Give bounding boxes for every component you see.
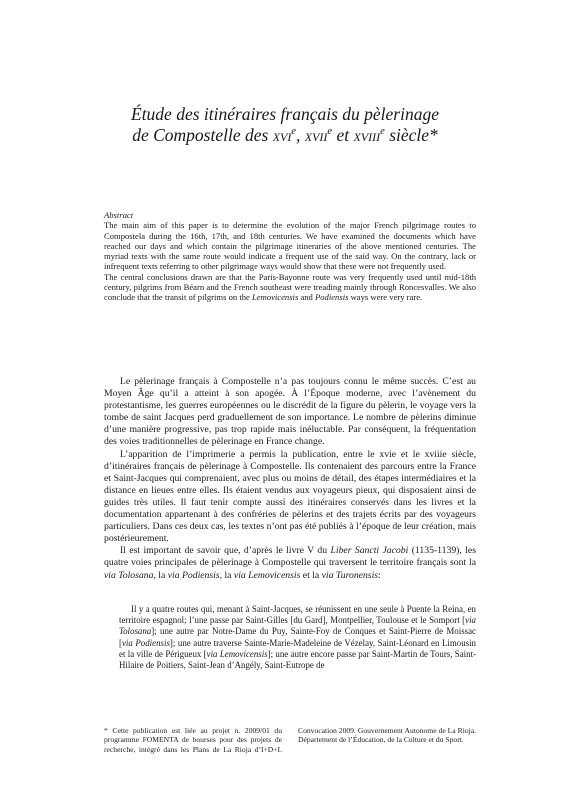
body-paragraph-2: L’apparition de l’imprimerie a permis la publication, entre le xvie et le xviiie siècle, d’itinéraires français de pèlerinage à Compostelle. Ils contenaient des parcours entre la France et Saint-Jacques qui comprenaient, avec plus ou moins de détail, des étapes intermédiaires et la distance en lieues entre elles. Ils étaient vendus aux voyageurs pieux, qui disposaient ainsi de guides très utiles. Il faut tenir compte aussi des itinéraires conservés dans les livres et la documentation appartenant à des confréries de pèlerins et des trajets écrits par des voyageurs particuliers. Dans ces deux cas, les textes n’ont pas été publiés à l’époque de leur création, mais postérieurement.	[104, 448, 476, 545]
quote-italic-1: via Tolosana	[119, 615, 476, 637]
abstract-p2-text-a: The central conclusions drawn are that the Paris-Bayonne route was very frequently used until mid-18th century, pilgrims from Béarn and the French southeast were treading mainly through Roncesvalles. We also conclude that the transit of pilgrims on the	[104, 271, 476, 303]
quote-italic-2: via Podiensis	[121, 637, 170, 648]
quote-paragraph	[119, 604, 476, 671]
body-p3-italic-4: via Lemovicensis	[233, 569, 301, 581]
body-p3-text-d: , la	[219, 569, 234, 581]
title-line-2-post: siècle*	[389, 125, 438, 145]
title-line-2-pre: de Compostelle des	[132, 125, 273, 145]
abstract-p2-text-b: and	[298, 292, 316, 303]
footnote-text: * Cette publication est liée au projet n. 2009/01 du programme FOMENTA de bourses pour des projets de recherche, intégré dans les Plans de La Rioja d’I+D+I. Convocation 2009. Gouvernement Autonome de La Rioja. Département de l’Éducation, de la Culture et du Sport.	[104, 726, 476, 754]
body-p3-italic-2: via Tolosana	[104, 569, 154, 581]
body-text	[104, 376, 476, 582]
body-paragraph-3	[104, 545, 476, 581]
body-p3-italic-3: via Podiensis	[167, 569, 220, 581]
title-line-1: Étude des itinéraires français du pèlerinage	[131, 104, 439, 124]
footnote	[104, 726, 476, 754]
body-paragraph-1: Le pèlerinage français à Compostelle n’a pas toujours connu le même succès. C’est au Moyen Âge qu’il a atteint à son apogée. À l’Époque moderne, avec l’avènement du protestantisme, les guerres européennes ou le discrédit de la figure du pèlerin, le voyage vers la tombe de saint Jacques perd graduellement de son importance. Le nombre de pèlerins diminue d’une manière progressive, pas trop rapide mais inéluctable. Par conséquent, la fréquentation des voies traditionnelles de pèlerinage en France change.	[104, 376, 476, 448]
abstract-heading: Abstract	[104, 210, 134, 220]
abstract-p2-text-c: ways were very rare.	[348, 292, 423, 303]
body-p3-text-c: , la	[153, 569, 168, 581]
abstract-paragraph-2	[104, 272, 476, 303]
body-p3-italic-1: Liber Sancti Jacobi	[330, 545, 409, 557]
body-p3-text-a: Il est important de savoir que, d’après le livre V du	[120, 545, 331, 557]
quote-italic-3: via Lemovicensis	[206, 648, 268, 659]
block-quote	[119, 604, 476, 671]
quote-text-c: ]; une autre traverse Sainte-Marie-Madeleine de Vézelay, Saint-Léonard en Limousin et la ville de Périgueux [	[119, 637, 476, 659]
title-century-18: xviii	[353, 125, 381, 145]
body-p3-italic-5: via Turonensis	[321, 569, 379, 581]
abstract-p2-italic-2: Podiensis	[315, 292, 349, 303]
quote-text-a: Il y a quatre routes qui, menant à Saint-Jacques, se réunissent en une seule à Puente la Reina, en territoire espagnol; l’une passe par Saint-Gilles [du Gard], Montpellier, Toulouse et le Somport [	[119, 604, 476, 626]
quote-text-b: ]; une autre par Notre-Dame du Puy, Sainte-Foy de Conques et Saint-Pierre de Moissac [	[119, 626, 476, 648]
abstract-paragraph-1: The main aim of this paper is to determine the evolution of the major French pilgrimage routes to Compostela during the 16th, 17th, and 18th centuries. We have examined the documents which have reached our days and which contain the pilgrimage itineraries of the above mentioned centuries. The myriad texts with the same route would indicate a frequent use of the said way. On the contrary, lack or infrequent texts referring to other pilgrimage ways would show that these were not frequently used.	[104, 220, 476, 272]
quote-text-d: ]; une autre encore passe par Saint-Martin de Tours, Saint-Hilaire de Poitiers, Saint-Jean d’Angély, Saint-Eutrope de	[119, 648, 477, 671]
title-century-17: xvii	[304, 125, 328, 145]
abstract-p2-italic-1: Lemovicensis	[251, 292, 299, 303]
body-p3-text-e: et la	[300, 569, 322, 581]
title-line-2: de Compostelle des xvi$^e$, xvii$^e$ et xviii$^e$ siècle*	[132, 125, 438, 145]
body-p3-text-b: (1135-1139), les quatre voies principales de pèlerinage à Compostelle qui traversent le territoire français sont la	[104, 545, 476, 569]
abstract	[104, 210, 476, 303]
article-title	[60, 104, 510, 146]
body-p3-text-f: :	[378, 569, 381, 581]
title-century-16: xvi	[272, 125, 292, 145]
